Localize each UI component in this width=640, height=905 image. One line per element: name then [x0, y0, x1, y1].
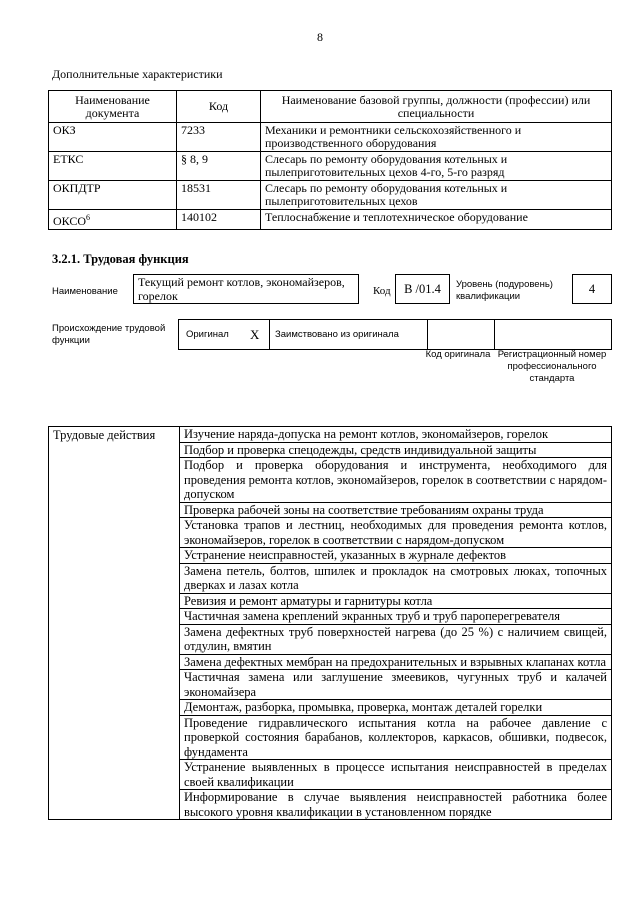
cell-code: § 8, 9 — [177, 152, 261, 181]
table-row — [49, 210, 612, 230]
labor-action-item: Проверка рабочей зоны на соответствие требованиям охраны труда — [180, 502, 612, 518]
header-name: Наименование базовой группы, должности (профессии) или специальности — [261, 91, 612, 123]
header-document: Наименование документа — [49, 91, 177, 123]
cell-code: 18531 — [177, 181, 261, 210]
labor-action-item: Ревизия и ремонт арматуры и гарнитуры котла — [180, 593, 612, 609]
level-label: Уровень (подуровень) квалификации — [456, 279, 553, 302]
function-code-field: B /01.4 — [395, 274, 450, 304]
table-row — [49, 123, 612, 152]
labor-action-item: Частичная замена креплений экранных труб и труб пароперегревателя — [180, 609, 612, 625]
cell-document: ЕТКС — [49, 152, 177, 181]
table-header-row — [49, 91, 612, 123]
labor-action-item: Частичная замена или заглушение змеевиков, чугунных труб и калачей экономайзера — [180, 670, 612, 700]
header-code: Код — [177, 91, 261, 123]
original-mark: X — [250, 327, 260, 342]
cell-name: Слесарь по ремонту оборудования котельных и пылеприготовительных цехов 4-го, 5-го разряд — [261, 152, 612, 181]
additional-characteristics-title: Дополнительные характеристики — [52, 67, 223, 81]
cell-code: 140102 — [177, 210, 261, 230]
labor-action-item: Устранение выявленных в процессе испытания неисправностей в пределах своей квалификации — [180, 760, 612, 790]
additional-characteristics-table — [48, 90, 612, 230]
labor-action-item: Замена дефектных труб поверхностей нагрева (до 25 %) с наличием свищей, отдулин, вмятин — [180, 624, 612, 654]
document-name: ОКСО — [53, 214, 87, 228]
labor-actions-table — [48, 426, 612, 820]
labor-action-item: Установка трапов и лестниц, необходимых для проведения ремонта котлов, экономайзеров, горелок в соответствии с нарядом-допуском — [180, 518, 612, 548]
page-number: 8 — [317, 30, 323, 44]
labor-action-item: Замена дефектных мембран на предохранительных и взрывных клапанах котла — [180, 654, 612, 670]
footnote-mark: 6 — [86, 213, 91, 222]
original-cell — [179, 320, 270, 349]
labor-action-item: Информирование в случае выявления неисправностей работника более высокого уровня квалификации в установленном порядке — [180, 790, 612, 820]
labor-action-item: Подбор и проверка спецодежды, средств индивидуальной защиты — [180, 442, 612, 458]
origin-label: Происхождение трудовой функции — [52, 323, 166, 346]
registration-number-caption: Регистрационный номер профессионального стандарта — [497, 349, 607, 384]
cell-document: ОКЗ — [49, 123, 177, 152]
origin-code-caption: Код оригинала — [425, 349, 491, 360]
labor-action-item: Проведение гидравлического испытания котла на рабочее давление с проверкой состояния барабанов, коллекторов, каркасов, обшивки, подвесок, фундамента — [180, 715, 612, 760]
cell-code: 7233 — [177, 123, 261, 152]
cell-document — [49, 210, 177, 230]
labor-actions-label: Трудовые действия — [49, 427, 180, 820]
table-row — [49, 427, 612, 443]
labor-action-item: Изучение наряда-допуска на ремонт котлов, экономайзеров, горелок — [180, 427, 612, 443]
function-title: 3.2.1. Трудовая функция — [52, 252, 189, 266]
labor-action-item: Демонтаж, разборка, промывка, проверка, монтаж деталей горелки — [180, 700, 612, 716]
origin-box — [178, 319, 612, 350]
qualification-level-field: 4 — [572, 274, 612, 304]
cell-document: ОКПДТР — [49, 181, 177, 210]
table-row — [49, 152, 612, 181]
labor-action-item: Подбор и проверка оборудования и инструмента, необходимого для проведения ремонта котлов, экономайзеров, горелок в соответствии с нарядом-допуском — [180, 458, 612, 503]
borrowed-label: Заимствовано из оригинала — [275, 329, 399, 340]
function-name-field: Текущий ремонт котлов, экономайзеров, горелок — [133, 274, 359, 304]
labor-action-item: Устранение неисправностей, указанных в журнале дефектов — [180, 548, 612, 564]
origin-code-cell — [427, 320, 495, 349]
code-label: Код — [373, 285, 391, 297]
labor-action-item: Замена петель, болтов, шпилек и прокладок на смотровых люках, топочных дверках и лазах котла — [180, 563, 612, 593]
table-row — [49, 181, 612, 210]
cell-name: Теплоснабжение и теплотехническое оборудование — [261, 210, 612, 230]
cell-name: Слесарь по ремонту оборудования котельных и пылеприготовительных цехов — [261, 181, 612, 210]
original-label: Оригинал — [186, 329, 229, 340]
cell-name: Механики и ремонтники сельскохозяйственного и производственного оборудования — [261, 123, 612, 152]
name-label: Наименование — [52, 286, 118, 297]
